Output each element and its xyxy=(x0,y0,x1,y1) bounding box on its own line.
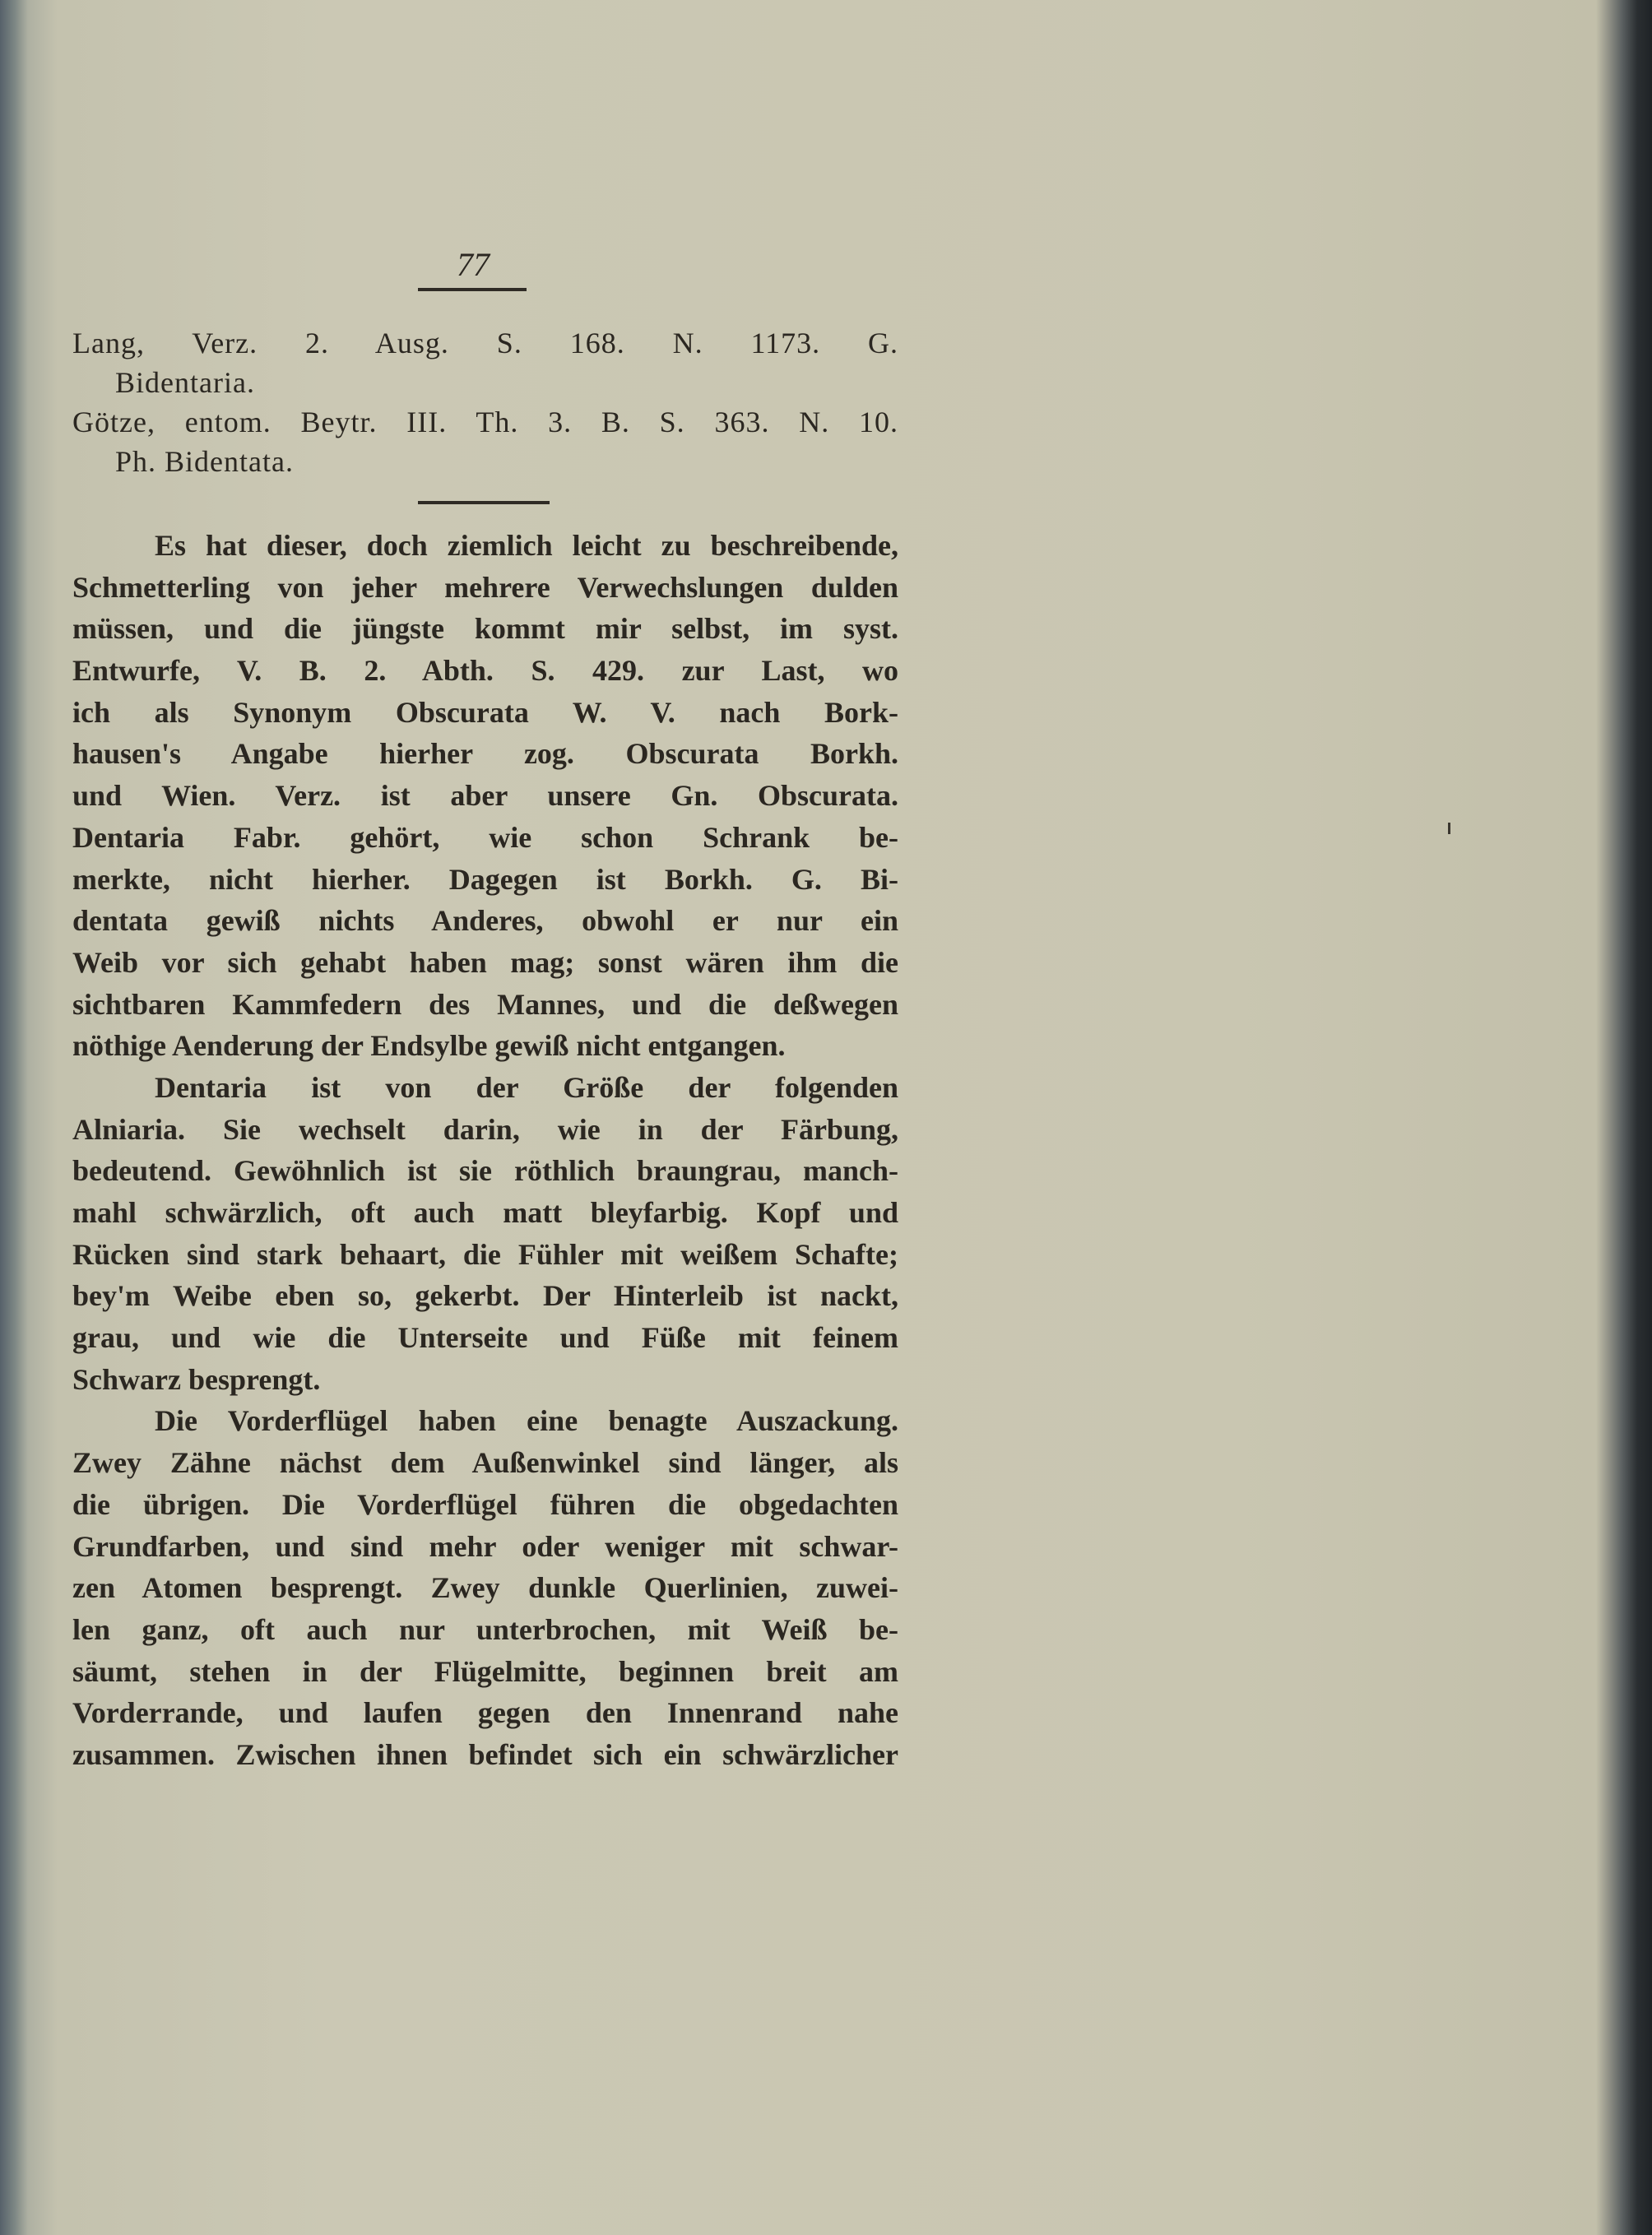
paragraph-1-line: Weib vor sich gehabt haben mag; sonst wären ihm die xyxy=(72,945,898,979)
reference-line: Götze, entom. Beytr. III. Th. 3. B. S. 363. N. 10. xyxy=(72,406,898,438)
paragraph-2-line: Dentaria ist von der Größe der folgenden xyxy=(155,1070,898,1104)
paragraph-1-line: Schmetterling von jeher mehrere Verwechslungen dulden xyxy=(72,570,898,604)
paragraph-2-line: Schwarz besprengt. xyxy=(72,1362,321,1396)
paragraph-3-line: Grundfarben, und sind mehr oder weniger mit schwar- xyxy=(72,1529,898,1563)
paragraph-3-line: säumt, stehen in der Flügelmitte, beginnen breit am xyxy=(72,1654,898,1688)
margin-mark xyxy=(1448,823,1450,834)
section-divider xyxy=(418,501,550,504)
references-block xyxy=(72,323,898,481)
paragraph-2-line: Rücken sind stark behaart, die Fühler mit weißem Schafte; xyxy=(72,1237,898,1271)
paragraph-1-line: Es hat dieser, doch ziemlich leicht zu beschreibende, xyxy=(155,529,898,562)
paragraph-3-line: zusammen. Zwischen ihnen befindet sich ein schwärzlicher xyxy=(72,1737,898,1771)
paragraph-1-line: Dentaria Fabr. gehört, wie schon Schrank be- xyxy=(72,820,898,854)
paragraph-1-line: und Wien. Verz. ist aber unsere Gn. Obscurata. xyxy=(72,779,898,813)
paragraph-1-line: hausen's Angabe hierher zog. Obscurata Borkh. xyxy=(72,737,898,771)
paragraph-1-line: dentata gewiß nichts Anderes, obwohl er nur ein xyxy=(72,904,898,938)
reference-line: Lang, Verz. 2. Ausg. S. 168. N. 1173. G. xyxy=(72,327,898,359)
paragraph-1-line: sichtbaren Kammfedern des Mannes, und die deßwegen xyxy=(72,987,898,1021)
paragraph-2-line: bedeutend. Gewöhnlich ist sie röthlich braungrau, manch- xyxy=(72,1154,898,1188)
paragraph-3-line: zen Atomen besprengt. Zwey dunkle Querlinien, zuwei- xyxy=(72,1571,898,1605)
reference-line: Ph. Bidentata. xyxy=(115,445,294,478)
paragraph-2-line: mahl schwärzlich, oft auch matt bleyfarbig. Kopf und xyxy=(72,1196,898,1229)
paragraph-3-line: Zwey Zähne nächst dem Außenwinkel sind länger, als xyxy=(72,1446,898,1480)
paragraph-3-line: die übrigen. Die Vorderflügel führen die obgedachten xyxy=(72,1487,898,1521)
header-rule xyxy=(418,288,527,291)
paragraph-1-line: merkte, nicht hierher. Dagegen ist Borkh. G. Bi- xyxy=(72,862,898,896)
paragraph-3-line: len ganz, oft auch nur unterbrochen, mit Weiß be- xyxy=(72,1612,898,1646)
paragraph-3-line: Die Vorderflügel haben eine benagte Auszackung. xyxy=(155,1404,898,1438)
paragraph-2-line: bey'm Weibe eben so, gekerbt. Der Hinterleib ist nackt, xyxy=(72,1279,898,1313)
paragraph-1-line: müssen, und die jüngste kommt mir selbst, im syst. xyxy=(72,612,898,646)
page-number: 77 xyxy=(457,246,490,283)
reference-line: Bidentaria. xyxy=(115,366,255,399)
paragraph-1-line: nöthige Aenderung der Endsylbe gewiß nicht entgangen. xyxy=(72,1029,786,1063)
paragraph-1-line: Entwurfe, V. B. 2. Abth. S. 429. zur Last, wo xyxy=(72,654,898,688)
paragraph-3-line: Vorderrande, und laufen gegen den Innenrand nahe xyxy=(72,1696,898,1730)
paragraph-1-line: ich als Synonym Obscurata W. V. nach Bork- xyxy=(72,695,898,729)
paragraph-2-line: Alniaria. Sie wechselt darin, wie in der Färbung, xyxy=(72,1112,898,1146)
paragraph-2-line: grau, und wie die Unterseite und Füße mit feinem xyxy=(72,1321,898,1355)
body-text xyxy=(72,525,898,1776)
